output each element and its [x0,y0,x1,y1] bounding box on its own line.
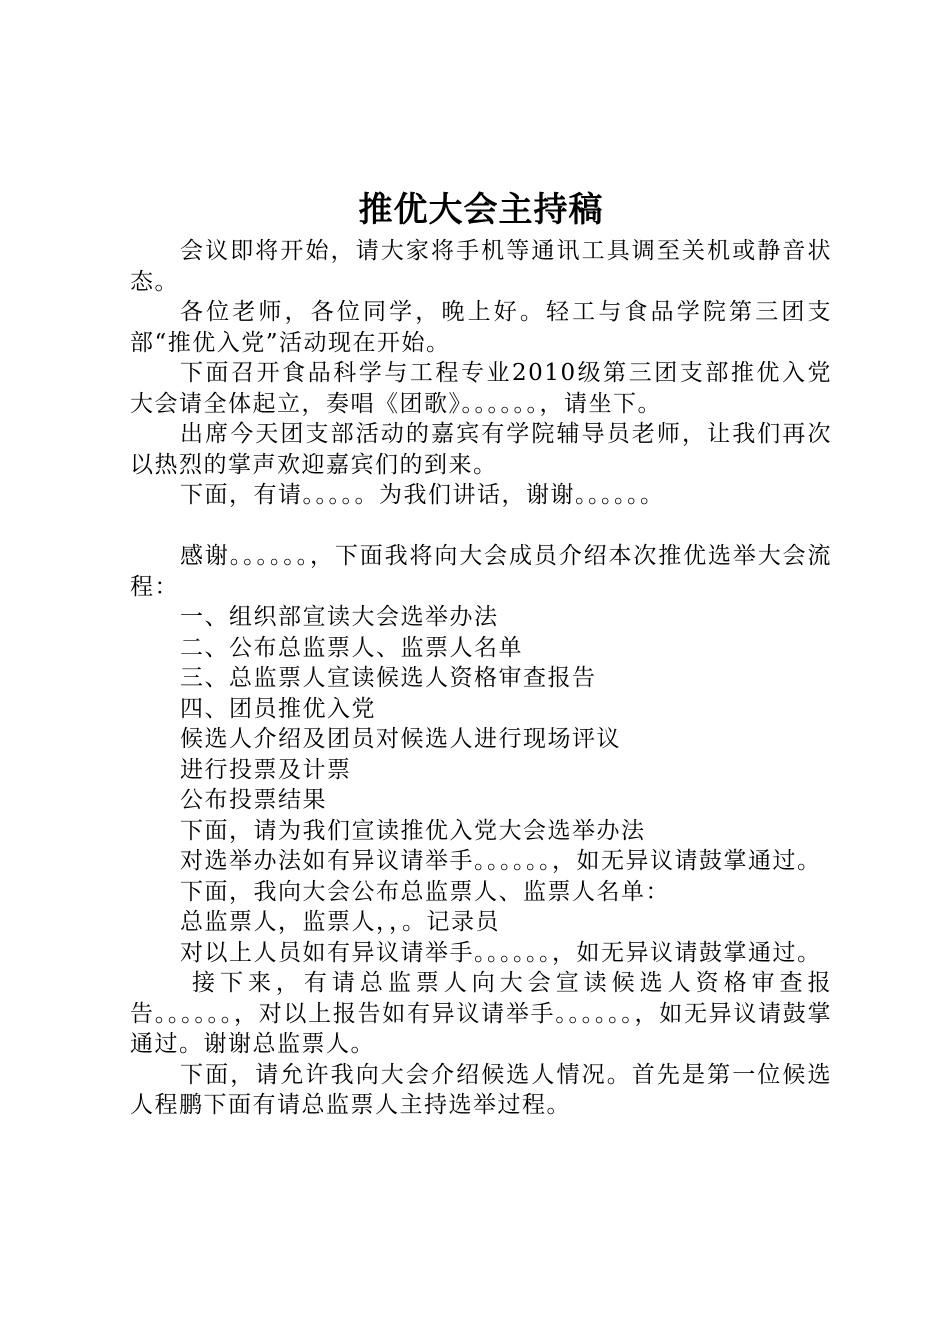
document-page [130,188,832,1121]
agenda-item: 公布投票结果 [180,787,327,813]
paragraph-scrutineers-vote: 对以上人员如有异议请举手。。。。。。，如无异议请鼓掌通过。 [180,939,822,966]
paragraph-scrutineers-announce: 下面，我向大会公布总监票人、监票人名单： [180,878,670,905]
paragraph-scrutineers-list: 总监票人，监票人，，。记录员 [180,909,500,935]
paragraph-process-intro: 感谢。。。。。。，下面我将向大会成员介绍本次推优选举大会流程： [130,543,832,600]
paragraph-candidates: 下面，请允许我向大会介绍候选人情况。首先是第一位候选人程鹏下面有请总监票人主持选举过程。 [130,1061,832,1118]
blank-line [130,511,832,542]
paragraph-rules-vote: 对选举办法如有异议请举手。。。。。。，如无异议请鼓掌通过。 [180,848,822,874]
agenda-item: 进行投票及计票 [180,756,352,783]
paragraph-anthem: 下面召开食品科学与工程专业2010级第三团支部推优入党大会请全体起立，奏唱《团歌》。。。。。。，请坐下。 [130,360,832,417]
agenda-item: 四、团员推优入党 [180,695,376,722]
paragraph-qualification-report: 接下来，有请总监票人向大会宣读候选人资格审查报告。。。。。。，对以上报告如有异议请举手。。。。。。，如无异议请鼓掌通过。谢谢总监票人。 [130,970,832,1057]
agenda-item: 一、组织部宣读大会选举办法 [180,604,499,630]
paragraph-greeting: 各位老师，各位同学，晚上好。轻工与食品学院第三团支部“推优入党”活动现在开始。 [130,299,832,356]
paragraph-guests: 出席今天团支部活动的嘉宾有学院辅导员老师，让我们再次以热烈的掌声欢迎嘉宾们的到来。 [130,421,832,478]
agenda-item: 二、公布总监票人、监票人名单 [180,634,523,661]
agenda-item: 三、总监票人宣读候选人资格审查报告 [180,665,597,691]
paragraph-phone-notice: 会议即将开始，请大家将手机等通讯工具调至关机或静音状态。 [130,238,832,295]
paragraph-election-rules: 下面，请为我们宣读推优入党大会选举办法 [180,817,646,844]
document-title: 推优大会主持稿 [358,190,604,230]
agenda-item: 候选人介绍及团员对候选人进行现场评议 [180,726,621,752]
paragraph-speech: 下面，有请。。。。。为我们讲话，谢谢。。。。。。 [180,482,665,508]
